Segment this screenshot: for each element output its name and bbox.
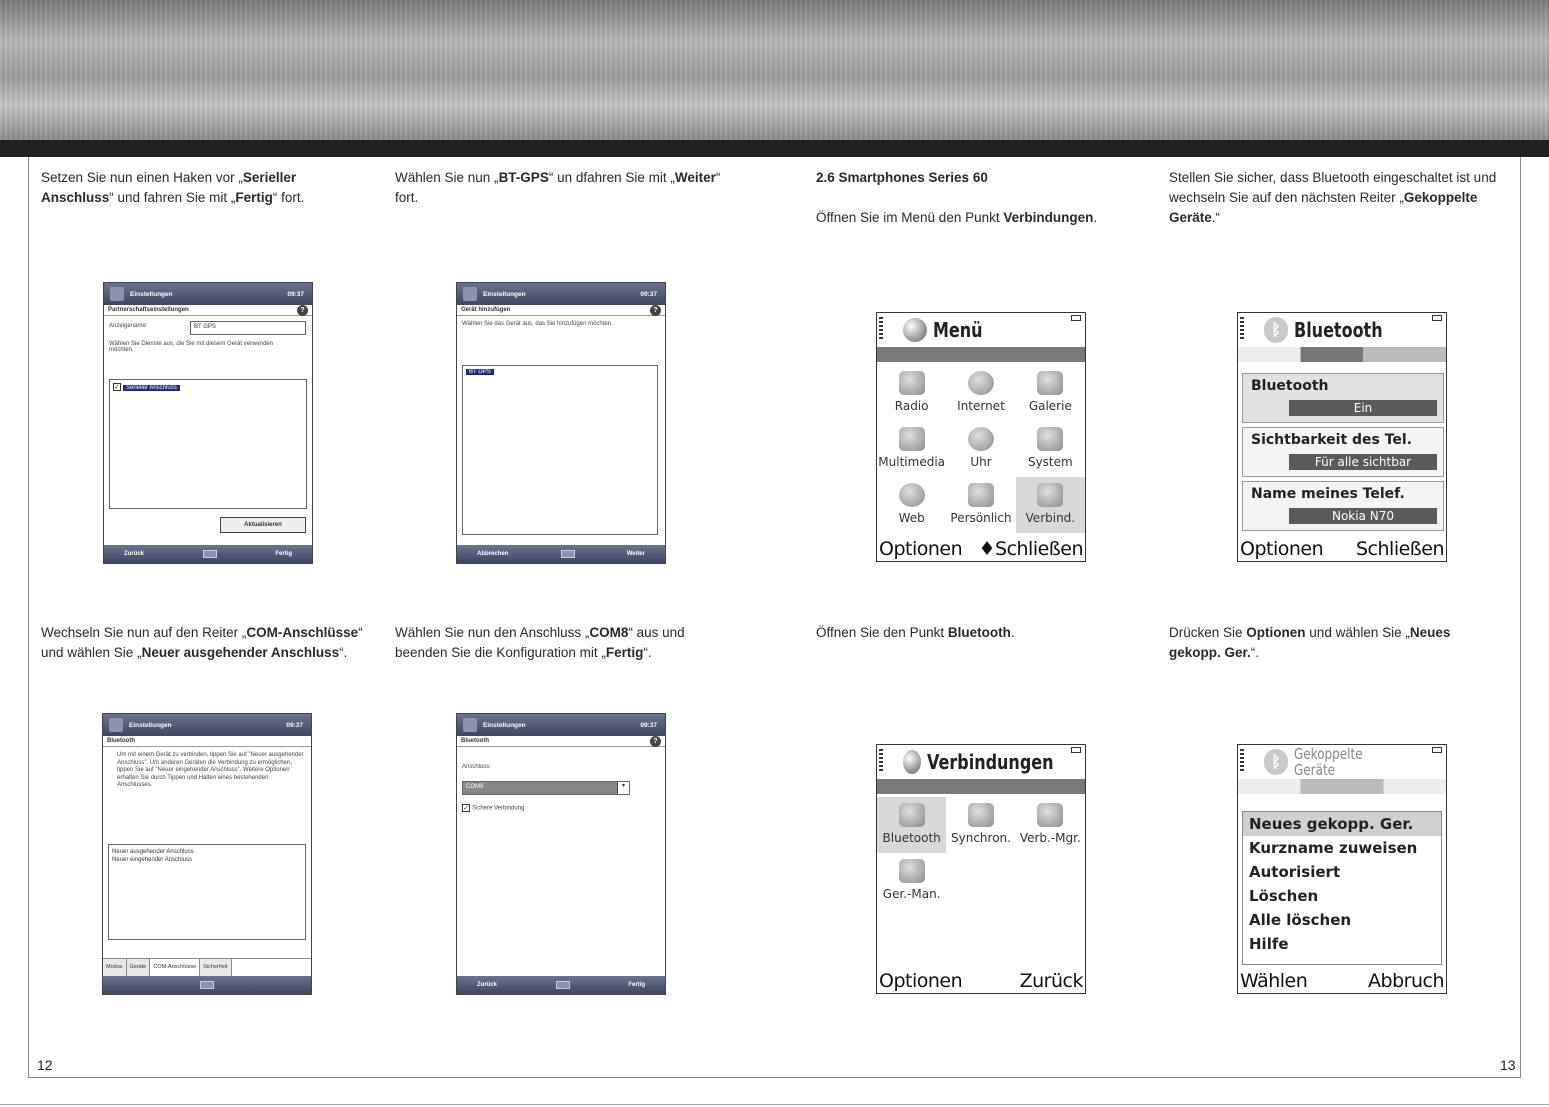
bluetooth-icon: ᛒ [1264, 317, 1288, 343]
phone-title-bar [877, 779, 1085, 794]
menu-item-personal[interactable] [946, 477, 1015, 533]
clock-icon [968, 427, 994, 451]
windows-logo-icon [110, 287, 124, 301]
keyboard-icon[interactable] [203, 550, 217, 558]
setting-phone-name[interactable] [1242, 481, 1444, 531]
header-rule [0, 140, 1549, 157]
name-input[interactable]: BT GPS [190, 321, 306, 335]
phone-title [877, 745, 1085, 779]
windows-logo-icon [463, 287, 477, 301]
ppc-titlebar [457, 283, 665, 305]
menu-label: Persönlich [950, 511, 1012, 525]
page-frame-left [28, 157, 29, 1077]
device-list[interactable] [462, 365, 658, 535]
menu-option-help[interactable]: Hilfe [1249, 935, 1289, 953]
ppc-time: 09:37 [287, 290, 304, 298]
phone-screenshot-menu [876, 312, 1086, 562]
service-item[interactable]: Serieller Anschluss [123, 385, 180, 391]
folder-icon [1037, 427, 1063, 451]
new-incoming-port[interactable]: Neuer eingehender Anschluss [112, 857, 193, 863]
radio-icon [899, 371, 925, 395]
services-desc: Wählen Sie Dienste aus, die Sie mit diesem Gerät verwenden möchten. [109, 341, 274, 353]
conn-item-device-manager[interactable] [877, 853, 946, 909]
tab-devices[interactable]: Geräte [127, 959, 151, 976]
phone-tab-bar[interactable] [1238, 779, 1446, 794]
phone-title-text: Gekoppelte Geräte [1294, 745, 1363, 779]
bottom-rule [0, 1104, 1549, 1105]
connections-grid [877, 797, 1085, 909]
phone-title-bar [877, 347, 1085, 362]
conn-label: Bluetooth [882, 831, 941, 845]
device-item[interactable]: BT GPS [466, 369, 494, 375]
tab-com-ports[interactable]: COM-Anschlüsse [150, 959, 200, 976]
ppc-title: Einstellungen [130, 290, 173, 298]
help-icon[interactable]: ? [650, 305, 661, 316]
ppc-subtitle-text: Bluetooth [461, 738, 489, 744]
ppc-subtitle-text: Partnerschaftseinstellungen [108, 307, 189, 313]
setting-value: Nokia N70 [1289, 508, 1437, 524]
menu-label: Multimedia [878, 455, 946, 469]
page-number-right: 13 [1500, 1057, 1516, 1073]
phone-softkeys [877, 537, 1085, 561]
done-softkey[interactable]: Fertig [275, 551, 292, 557]
port-select[interactable] [462, 781, 630, 795]
ppc-screenshot-com-ports [102, 713, 312, 995]
ppc-time: 09:37 [640, 721, 657, 729]
step-text-4: Stellen Sie sicher, dass Bluetooth eingeschaltet ist und wechseln Sie auf den nächsten Reiter „Gekoppelte Geräte.“ [1169, 170, 1497, 225]
ppc-subtitle [104, 305, 312, 316]
ppc-titlebar [104, 283, 312, 305]
step-text-3: 2.6 Smartphones Series 60 Öffnen Sie im Menü den Punkt Verbindungen. [816, 170, 1098, 225]
options-softkey[interactable]: Optionen [879, 538, 963, 560]
services-list[interactable] [109, 379, 307, 509]
ppc-softkeys [457, 976, 665, 994]
globe-icon [903, 318, 927, 342]
page-frame-bottom [28, 1077, 1521, 1078]
help-icon[interactable]: ? [297, 305, 308, 316]
windows-logo-icon [109, 718, 123, 732]
setting-visibility[interactable] [1242, 427, 1444, 477]
keyboard-icon[interactable] [556, 981, 570, 989]
conn-item-bluetooth[interactable] [877, 797, 946, 853]
options-menu [1242, 811, 1442, 965]
ppc-titlebar [457, 714, 665, 736]
port-label: Anschluss: [462, 764, 492, 770]
ppc-time: 09:37 [640, 290, 657, 298]
menu-label: Radio [894, 399, 929, 413]
phone-title-text: Verbindungen [926, 750, 1054, 774]
checkbox-serial[interactable]: ✓ [114, 384, 120, 391]
web-icon [899, 483, 925, 507]
menu-option-authorized[interactable]: Autorisiert [1249, 863, 1341, 881]
phone-softkeys [1238, 537, 1446, 561]
update-button[interactable]: Aktualisieren [220, 517, 306, 533]
phone-title [1238, 313, 1446, 347]
help-icon[interactable]: ? [650, 736, 661, 747]
menu-item-radio[interactable] [877, 365, 946, 421]
ppc-tabs [103, 958, 311, 976]
bluetooth-icon [899, 803, 925, 827]
ppc-screenshot-com8 [456, 713, 666, 995]
checkbox-secure[interactable]: ✓ [463, 805, 469, 812]
conn-label: Synchron. [951, 831, 1011, 845]
secure-label: Sichere Verbindung [472, 805, 525, 812]
folder-icon [1037, 483, 1063, 507]
ppc-softkeys [104, 545, 312, 563]
menu-label: Internet [957, 399, 1005, 413]
conn-label: Verb.-Mgr. [1019, 831, 1081, 845]
conn-item-sync[interactable] [946, 797, 1015, 853]
phone-softkeys [877, 969, 1085, 993]
ppc-subtitle [103, 736, 311, 747]
ppc-subtitle [457, 736, 665, 747]
phone-tab-bar[interactable] [1238, 347, 1446, 362]
menu-label: Uhr [970, 455, 992, 469]
page-frame-right [1520, 157, 1521, 1077]
step-text-2: Wählen Sie nun „BT-GPS“ un dfahren Sie mit „Weiter“ fort. [395, 170, 721, 205]
section-heading: 2.6 Smartphones Series 60 [816, 170, 988, 185]
phone-title-text: Menü [933, 318, 983, 342]
menu-item-web[interactable] [877, 477, 946, 533]
phone-title [1238, 745, 1446, 779]
phone-screenshot-connections [876, 744, 1086, 994]
options-softkey[interactable]: Optionen [1240, 538, 1324, 560]
ppc-time: 09:37 [286, 721, 303, 729]
keyboard-icon[interactable] [200, 981, 214, 989]
setting-bluetooth[interactable] [1242, 373, 1444, 423]
bluetooth-icon: ᛒ [1264, 749, 1288, 775]
ppc-softkeys [103, 976, 311, 994]
back-softkey[interactable]: Zurück [1019, 970, 1083, 992]
menu-option-new-paired[interactable]: Neues gekopp. Ger. [1243, 812, 1441, 836]
back-softkey[interactable]: Zurück [124, 551, 145, 557]
ppc-softkeys [457, 545, 665, 563]
folder-icon [899, 427, 925, 451]
ppc-subtitle-text: Bluetooth [107, 738, 135, 744]
phone-softkeys [1238, 969, 1446, 993]
menu-label: Verbind. [1025, 511, 1076, 525]
internet-icon [968, 371, 994, 395]
menu-item-internet[interactable] [946, 365, 1015, 421]
setting-label: Bluetooth [1251, 378, 1329, 394]
step-text-8: Drücken Sie Optionen und wählen Sie „Neues gekopp. Ger.“. [1169, 625, 1451, 660]
tab-security[interactable]: Sicherheit [200, 959, 231, 976]
options-softkey[interactable]: Optionen [879, 970, 963, 992]
brushed-metal-header [0, 0, 1549, 140]
keyboard-icon[interactable] [561, 550, 575, 558]
setting-label: Sichtbarkeit des Tel. [1251, 432, 1413, 448]
menu-label: Galerie [1028, 399, 1072, 413]
menu-label: Web [898, 511, 925, 525]
setting-value: Für alle sichtbar [1289, 454, 1437, 470]
menu-item-connections[interactable] [1016, 477, 1085, 533]
close-softkey[interactable]: ♦Schließen [978, 538, 1083, 560]
menu-option-delete[interactable]: Löschen [1249, 887, 1319, 905]
done-softkey[interactable]: Fertig [628, 982, 645, 988]
bluetooth-desc: Um mit einem Gerät zu verbinden, tippen Sie auf "Neuer ausgehender Anschluss". Um anderen Geräten die Verbindung zu ermöglichen, tippen Sie auf "Neuer eingehender Anschluss". Weitere Optionen erhalten Sie durch Tippen und Halten eines bestehenden Anschlusses. [117, 752, 304, 788]
menu-option-short-name[interactable]: Kurzname zuweisen [1249, 839, 1418, 857]
setting-value: Ein [1289, 400, 1437, 416]
dropdown-arrow-icon[interactable]: ▾ [617, 782, 629, 794]
menu-label: System [1027, 455, 1073, 469]
globe-icon [903, 750, 921, 774]
name-label: Anzeigename: [109, 323, 148, 329]
back-softkey[interactable]: Zurück [477, 982, 498, 988]
ppc-screenshot-partnership [103, 282, 313, 564]
menu-item-system[interactable] [1016, 421, 1085, 477]
port-select-value: COM8 [466, 784, 484, 790]
ppc-titlebar [103, 714, 311, 736]
ppc-title: Einstellungen [483, 290, 526, 298]
sync-icon [968, 803, 994, 827]
menu-item-clock[interactable] [946, 421, 1015, 477]
device-desc: Wählen Sie das Gerät aus, das Sie hinzufügen möchten. [462, 321, 613, 327]
menu-item-gallery[interactable] [1016, 365, 1085, 421]
connection-manager-icon [1037, 803, 1063, 827]
menu-item-multimedia[interactable] [877, 421, 946, 477]
conn-item-conn-manager[interactable] [1016, 797, 1085, 853]
ppc-subtitle-text: Gerät hinzufügen [461, 307, 511, 313]
setting-label: Name meines Telef. [1251, 486, 1405, 502]
phone-screenshot-bluetooth [1237, 312, 1447, 562]
select-softkey[interactable]: Wählen [1240, 970, 1308, 992]
conn-label: Ger.-Man. [882, 887, 941, 901]
ppc-screenshot-add-device [456, 282, 666, 564]
gallery-icon [1037, 371, 1063, 395]
step-text-6: Wählen Sie nun den Anschluss „COM8“ aus und beenden Sie die Konfiguration mit „Fertig“. [395, 625, 685, 660]
step-text-1: Setzen Sie nun einen Haken vor „Serieller Anschluss“ und fahren Sie mit „Fertig“ fort. [41, 170, 305, 205]
ppc-title: Einstellungen [129, 721, 172, 729]
step-text-5: Wechseln Sie nun auf den Reiter „COM-Anschlüsse“ und wählen Sie „Neuer ausgehender Anschluss“. [41, 625, 363, 660]
ppc-subtitle [457, 305, 665, 316]
cancel-softkey[interactable]: Abbruch [1368, 970, 1444, 992]
phone-title [877, 313, 1085, 347]
step-text-7: Öffnen Sie den Punkt Bluetooth. [816, 625, 1015, 640]
menu-option-delete-all[interactable]: Alle löschen [1249, 911, 1352, 929]
folder-icon [968, 483, 994, 507]
tab-mode[interactable]: Modus [103, 959, 127, 976]
secure-option[interactable] [462, 804, 524, 812]
phone-title-text: Bluetooth [1294, 318, 1383, 342]
port-list[interactable] [108, 844, 306, 940]
cancel-softkey[interactable]: Abbrechen [477, 551, 509, 557]
phone-screenshot-paired-devices [1237, 744, 1447, 994]
device-manager-icon [899, 859, 925, 883]
page-number-left: 12 [37, 1057, 53, 1073]
next-softkey[interactable]: Weiter [626, 551, 645, 557]
menu-grid [877, 365, 1085, 533]
close-softkey[interactable]: Schließen [1356, 538, 1444, 560]
new-outgoing-port[interactable]: Neuer ausgehender Anschluss [112, 849, 194, 855]
windows-logo-icon [463, 718, 477, 732]
ppc-title: Einstellungen [483, 721, 526, 729]
